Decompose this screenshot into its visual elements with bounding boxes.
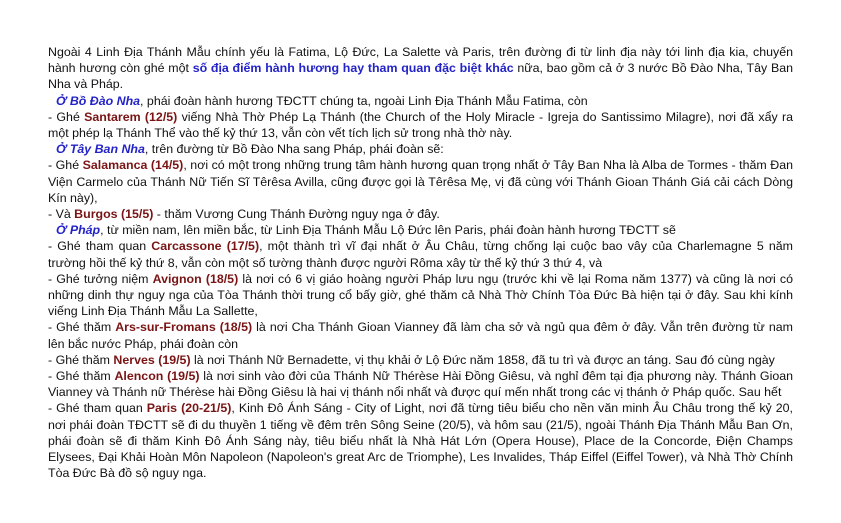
text-segment: - Ghé thăm <box>48 352 114 367</box>
text-segment: , trên đường từ Bồ Đào Nha sang Pháp, phái đoàn sẽ: <box>144 142 444 157</box>
highlight-phrase: số địa điểm hành hương hay tham quan đặc biệt khác <box>192 61 514 76</box>
text-segment: nữa, bao gồm cả ở 3 nước Bồ Đào Nha, Tây Ban Nha và Pháp. <box>48 61 793 92</box>
paragraph <box>48 93 793 109</box>
paragraph <box>48 400 793 481</box>
paragraph <box>48 44 793 93</box>
text-segment: , từ miền nam, lên miền bắc, từ Linh Địa Thánh Mẫu Lộ Đức lên Paris, phái đoàn hành hương TĐCTT sẽ <box>100 223 676 238</box>
place-name: Burgos (15/5) <box>74 207 154 222</box>
text-segment: - Ghé <box>48 109 85 124</box>
text-segment: - Ghé tham quan <box>48 239 152 254</box>
text-segment: viếng Nhà Thờ Phép Lạ Thánh (the Church of the Holy Miracle - Igreja do Santissimo Milagre), nơi đã xẩy ra một phép lạ Thánh Thể vào thế kỷ thứ 13, vẫn còn vết tích lịch sử trong nhà thờ này. <box>48 109 793 141</box>
place-name: Santarem (12/5) <box>84 109 178 124</box>
paragraph <box>48 238 793 270</box>
text-segment: - Ghé tham quan <box>48 401 147 416</box>
text-segment: là nơi sinh vào đời của Thánh Nữ Thérèse Hài Đồng Giêsu, và nghỉ đêm tại địa phương này. Thánh Gioan Vianney và Thánh nữ Thérèse hài Đồng Giêsu là hai vị thánh nổi nhất và được quí mến nhất trong các vị thánh ở Pháp quốc. Sau hết <box>48 369 793 400</box>
text-segment: , một thành trì vĩ đại nhất ở Âu Châu, từng chống lại cuộc bao vây của Charlemagne 5 năm trường hồi thế kỷ thứ 8, vẫn còn một số tường thành được người Rôma xây từ thế kỷ thứ 3 thứ 4, và <box>48 239 793 270</box>
text-segment: , phái đoàn hành hương TĐCTT chúng ta, ngoài Linh Địa Thánh Mẫu Fatima, còn <box>140 93 588 108</box>
paragraph <box>48 222 793 238</box>
place-name: Avignon (18/5) <box>152 271 239 286</box>
place-name: Salamanca (14/5) <box>82 158 184 173</box>
paragraph <box>48 141 793 157</box>
country-heading: Ở Tây Ban Nha <box>56 142 145 157</box>
paragraph <box>48 109 793 141</box>
place-name: Nerves (19/5) <box>113 352 191 367</box>
country-heading: Ở Bồ Đào Nha <box>56 93 141 108</box>
paragraph <box>48 157 793 206</box>
place-name: Paris (20-21/5) <box>146 401 232 416</box>
paragraph <box>48 206 793 222</box>
text-segment: , Kinh Đô Ánh Sáng - City of Light, nơi đã từng tiêu biểu cho nền văn minh Âu Châu trong thế kỷ 20, nơi phái đoàn TĐCTT sẽ đi du thuyền 1 tiếng về đêm trên Sông Seine (20/5), và hôm sau (21/5), ngoài Thánh Địa Thánh Mẫu Ban Ơn, phái đoàn sẽ đi thăm Kinh Đô Ánh Sáng này, tiêu biểu nhất là Nhà Hát Lớn (Opera House), Place de la Concorde, Điện Champs Elysees, Đại Khải Hoàn Môn Napoleon (Napoleon's great Arc de Triomphe), Les Invalides, Tháp Eiffel (Eiffel Tower), và Nhà Thờ Chính Tòa Đức Bà đồ sộ nguy nga. <box>48 401 793 481</box>
paragraph <box>48 319 793 351</box>
text-segment: , nơi có một trong những trung tâm hành hương quan trọng nhất ở Tây Ban Nha là Alba de Tormes - thăm Đan Viện Carmelo của Thánh Nữ Tiến Sĩ Têrêsa Avilla, cũng được gọi là Têrêsa Mẹ, vị đã cùng với Thánh Gioan Thánh Giá cải cách Dòng Kín này), <box>48 158 794 205</box>
paragraph <box>48 271 793 320</box>
text-segment: Ngoài 4 Linh Địa Thánh Mẫu chính yếu là Fatima, Lộ Đức, La Salette và Paris, trên đường đi từ linh địa này tới linh địa kia, chuyến hành hương còn ghé một <box>48 45 793 76</box>
paragraph <box>48 368 793 400</box>
document-body <box>48 44 793 481</box>
text-segment: là nơi có 6 vị giáo hoàng người Pháp lưu ngụ (trước khi về lại Roma năm 1377) và cũng là nơi có những dinh thự nguy nga của Tòa Thánh thời trung cổ bấy giờ, ghé thăm cả Nhà Thờ Chính Tòa Đức Bà hiện tại ở đây. Sau khi kính viếng Linh Địa Thánh Mẫu La Sallette, <box>48 271 793 319</box>
paragraph <box>48 352 793 368</box>
text-segment: - thăm Vương Cung Thánh Đường nguy nga ở đây. <box>153 207 440 222</box>
text-segment: - Ghé thăm <box>48 369 115 384</box>
country-heading: Ở Pháp <box>56 223 101 238</box>
place-name: Carcassone (17/5) <box>151 239 260 254</box>
text-segment: là nơi Cha Thánh Gioan Vianney đã làm cha sở và ngủ qua đêm ở đây. Vẫn trên đường từ nam lên bắc nước Pháp, phái đoàn còn <box>48 320 793 351</box>
text-segment: - Ghé tưởng niệm <box>48 271 153 286</box>
text-segment: - Ghé thăm <box>48 320 116 335</box>
place-name: Ars-sur-Fromans (18/5) <box>115 320 253 335</box>
text-segment: là nơi Thánh Nữ Bernadette, vị thụ khải ở Lộ Đức năm 1858, đã tu trì và được an táng. Sau đó cùng ngày <box>190 352 775 367</box>
text-segment: - Ghé <box>48 158 83 173</box>
text-segment: - Và <box>48 207 75 222</box>
place-name: Alencon (19/5) <box>114 369 200 384</box>
